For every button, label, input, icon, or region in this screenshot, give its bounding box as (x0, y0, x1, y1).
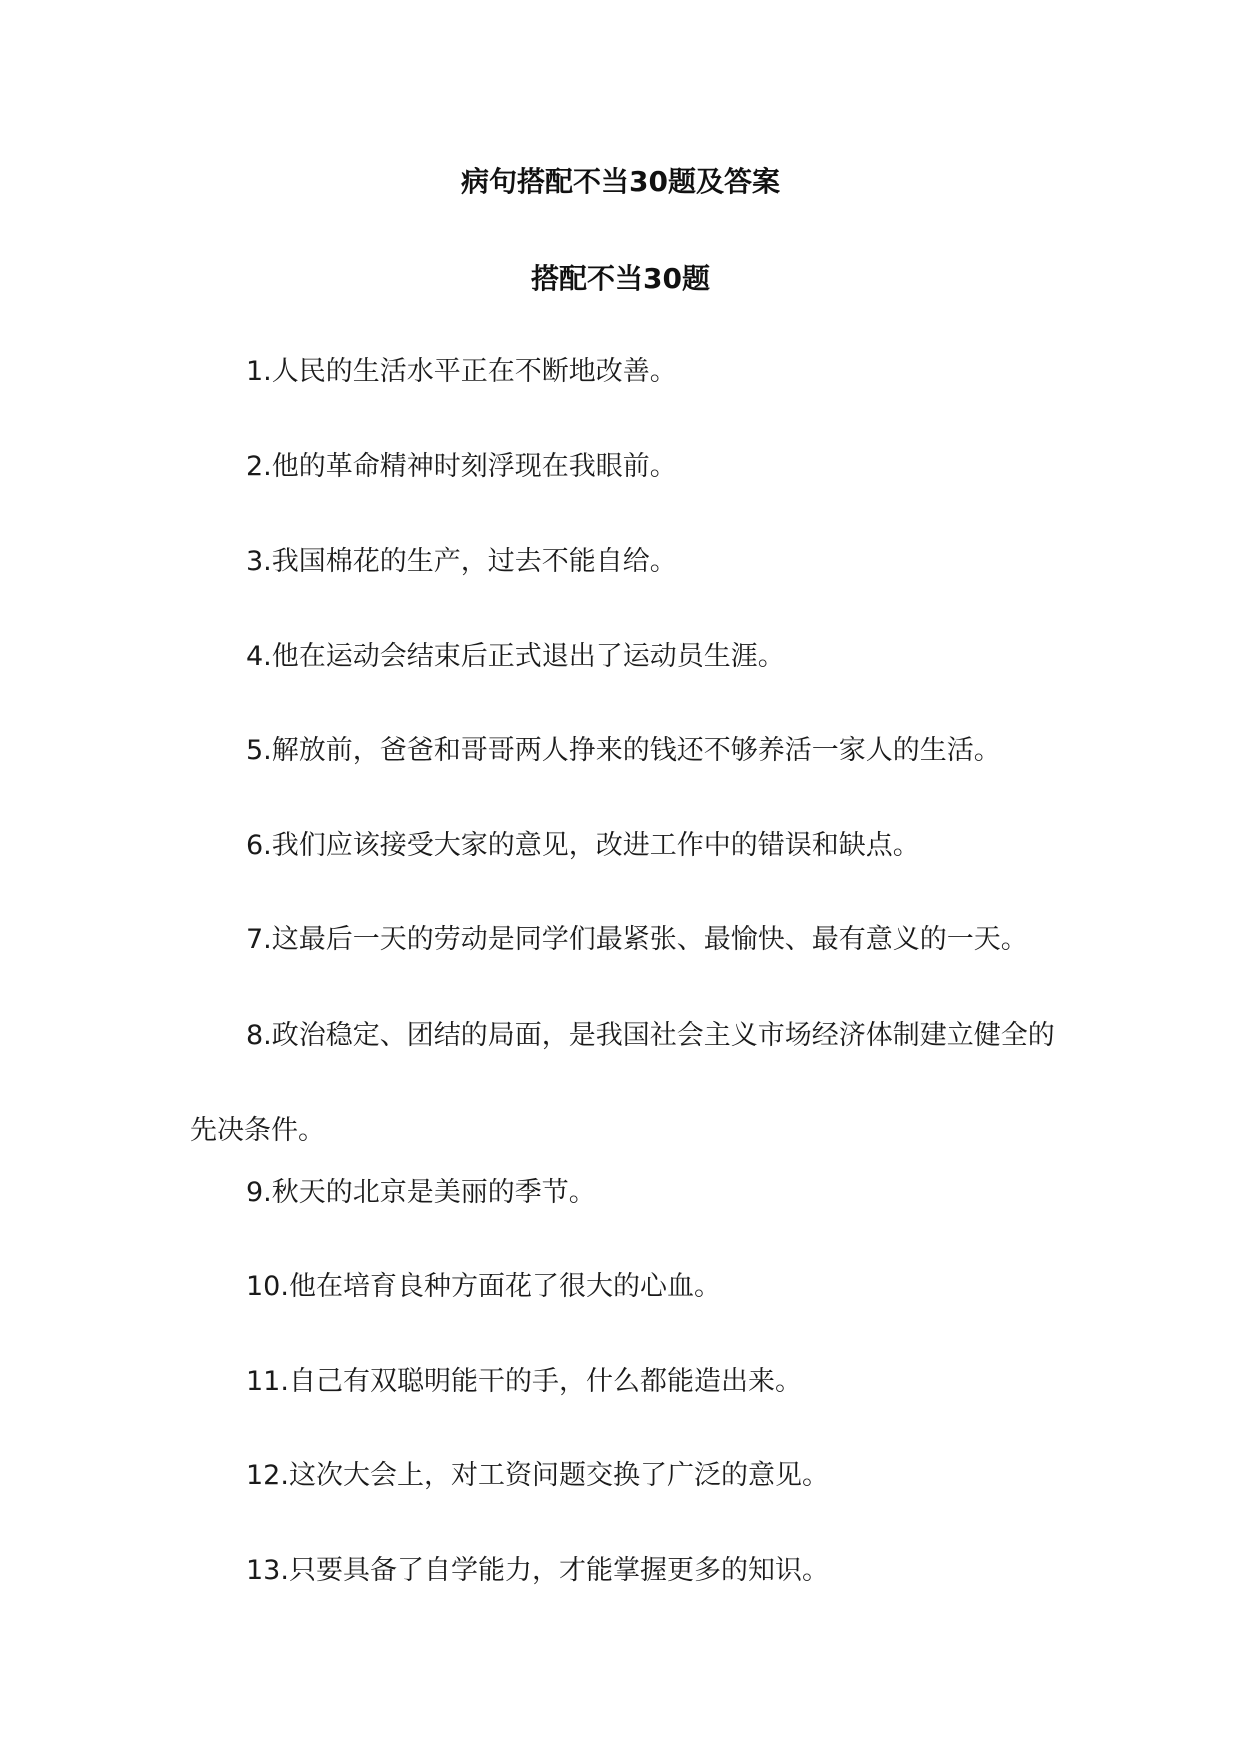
question-6: 6.我们应该接受大家的意见，改进工作中的错误和缺点。 (246, 830, 920, 861)
question-7: 7.这最后一天的劳动是同学们最紧张、最愉快、最有意义的一天。 (246, 924, 1028, 955)
question-3: 3.我国棉花的生产，过去不能自给。 (246, 546, 677, 577)
document-title: 病句搭配不当30题及答案 (461, 165, 780, 198)
question-4: 4.他在运动会结束后正式退出了运动员生涯。 (246, 641, 785, 672)
question-13: 13.只要具备了自学能力，才能掌握更多的知识。 (246, 1555, 829, 1586)
question-10: 10.他在培育良种方面花了很大的心血。 (246, 1271, 721, 1302)
question-9: 9.秋天的北京是美丽的季节。 (246, 1177, 596, 1208)
question-8: 8.政治稳定、团结的局面，是我国社会主义市场经济体制建立健全的先决条件。 (190, 1020, 1055, 1146)
question-12: 12.这次大会上，对工资问题交换了广泛的意见。 (246, 1460, 829, 1491)
question-1: 1.人民的生活水平正在不断地改善。 (246, 356, 677, 387)
question-11: 11.自己有双聪明能干的手，什么都能造出来。 (246, 1366, 802, 1397)
section-heading: 搭配不当30题 (531, 262, 710, 295)
question-2: 2.他的革命精神时刻浮现在我眼前。 (246, 451, 677, 482)
question-5: 5.解放前，爸爸和哥哥两人挣来的钱还不够养活一家人的生活。 (246, 735, 1001, 766)
